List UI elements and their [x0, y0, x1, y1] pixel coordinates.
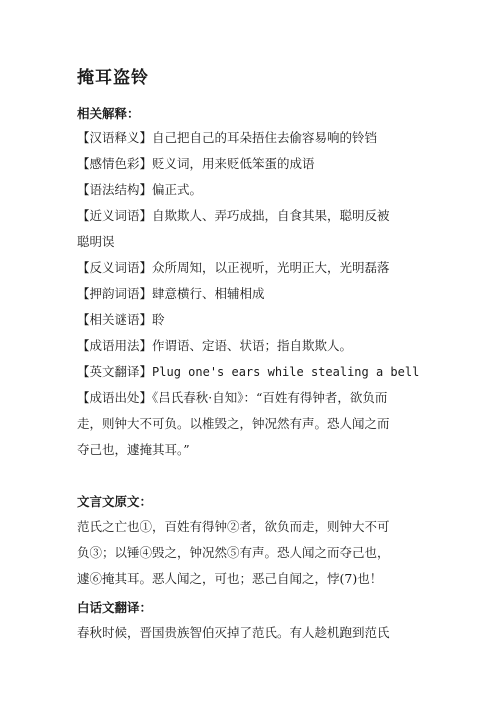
classical-line: 负③；以锤④毁之，钟况然⑤有声。恐人闻之而夺己也，	[77, 545, 390, 560]
english-translation: Plug one's ears while stealing a bell	[152, 365, 420, 379]
entry-line: 【近义词语】自欺欺人、弄巧成拙，自食其果，聪明反被	[77, 208, 390, 223]
entry-line: 【成语出处】《吕氏春秋·自知》：“百姓有得钟者，欲负而	[77, 390, 388, 405]
entry-line-english	[77, 364, 436, 380]
entry-line: 【成语用法】作谓语、定语、状语；指自欺欺人。	[77, 338, 353, 353]
entry-line: 走，则钟大不可负。以椎毁之，钟况然有声。恐人闻之而	[77, 416, 390, 431]
entry-label: 【英文翻译】	[77, 364, 153, 379]
entry-line: 【相关谜语】聆	[77, 312, 165, 327]
entry-line: 【反义词语】众所周知，以正视听，光明正大，光明磊落	[77, 260, 390, 275]
entry-line: 【语法结构】偏正式。	[77, 182, 203, 197]
entry-line: 【汉语释义】自己把自己的耳朵捂住去偷容易响的铃铛	[77, 130, 378, 145]
entry-line: 夺己也，遽掩其耳。”	[77, 442, 190, 457]
section-heading-vernacular-translation: 白话文翻译：	[77, 600, 153, 615]
classical-line: 范氏之亡也①，百姓有得钟②者，欲负而走，则钟大不可	[77, 519, 390, 534]
entry-line: 聪明误	[77, 234, 115, 249]
classical-line: 遽⑥掩其耳。恶人闻之，可也；恶己自闻之，悖(7)也！	[77, 571, 383, 586]
document-title: 掩耳盗铃	[77, 68, 149, 88]
entry-line: 【押韵词语】肆意横行、相辅相成	[77, 286, 265, 301]
entry-line: 【感情色彩】贬义词，用来贬低笨蛋的成语	[77, 156, 315, 171]
section-heading-classical-text: 文言文原文：	[77, 494, 153, 509]
vernacular-line: 春秋时候，晋国贵族智伯灭掉了范氏。有人趁机跑到范氏	[77, 625, 390, 640]
section-heading-related-explanation: 相关解释：	[77, 106, 140, 121]
